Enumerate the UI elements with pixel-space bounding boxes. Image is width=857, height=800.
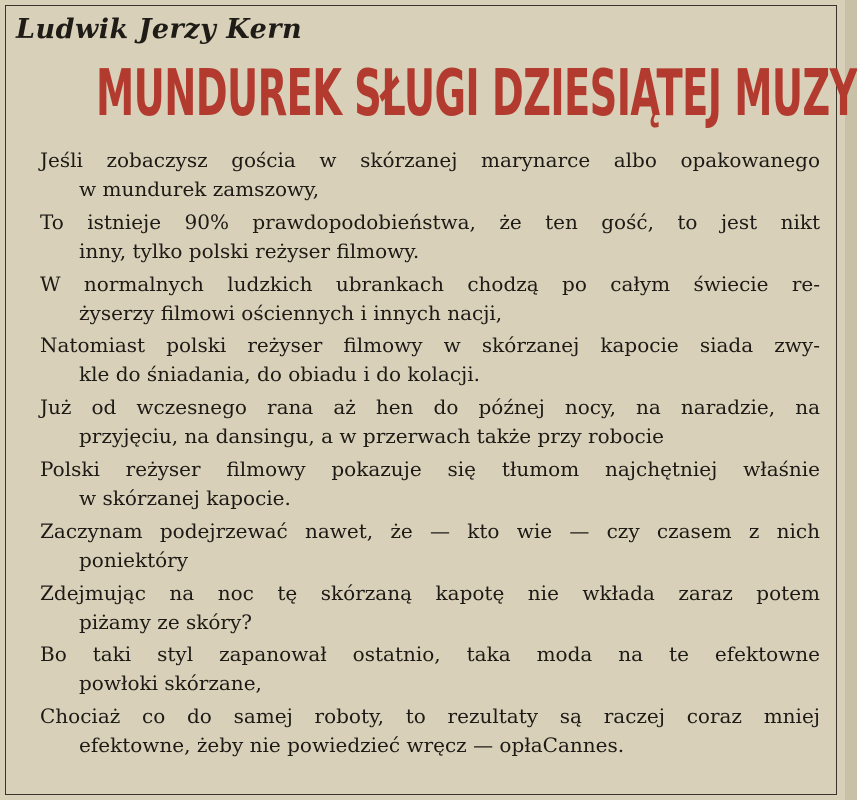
stanza-continuation: powłoki skórzane, [79, 671, 262, 696]
stanza [40, 393, 820, 451]
stanza-continuation: poniektóry [79, 547, 189, 572]
author-name: Ludwik Jerzy Kern [16, 14, 303, 45]
article-title: MUNDUREK SŁUGI DZIESIĄTEJ MUZY [96, 57, 857, 131]
stanza-continuation: efektowne, żeby nie powiedzieć wręcz — opłaCannes. [79, 733, 625, 758]
stanza [40, 270, 820, 328]
stanza-line: Bo taki styl zapanował ostatnio, taka moda na te efektowne [40, 642, 820, 667]
stanza [40, 640, 820, 698]
stanza-continuation: przyjęciu, na dansingu, a w przerwach także przy robocie [79, 424, 664, 449]
stanza [40, 146, 820, 204]
stanza-continuation: piżamy ze skóry? [79, 609, 253, 634]
stanza [40, 517, 820, 575]
stanza-line: To istnieje 90% prawdopodobieństwa, że ten gość, to jest nikt [40, 209, 820, 234]
stanza-continuation: w skórzanej kapocie. [79, 485, 291, 510]
stanza-line: Polski reżyser filmowy pokazuje się tłumom najchętniej właśnie [40, 456, 820, 481]
stanza-line: Chociaż co do samej roboty, to rezultaty są raczej coraz mniej [40, 704, 820, 729]
stanza [40, 579, 820, 637]
stanza [40, 331, 820, 389]
stanza [40, 455, 820, 513]
stanza-line: Zaczynam podejrzewać nawet, że — kto wie — czy czasem z nich [40, 518, 820, 543]
stanza-line: Zdejmując na noc tę skórzaną kapotę nie wkłada zaraz potem [40, 580, 820, 605]
stanza-line: W normalnych ludzkich ubrankach chodzą po całym świecie re- [40, 271, 820, 296]
stanza-line: Już od wczesnego rana aż hen do późnej nocy, na naradzie, na [40, 395, 820, 420]
stanza-continuation: inny, tylko polski reżyser filmowy. [79, 238, 420, 263]
stanza-line: Jeśli zobaczysz gościa w skórzanej marynarce albo opakowanego [40, 148, 820, 172]
stanza-continuation: żyserzy filmowi ościennych i innych nacji, [79, 300, 503, 325]
stanza-continuation: w mundurek zamszowy, [79, 177, 320, 201]
stanza [40, 702, 820, 760]
stanza-line: Natomiast polski reżyser filmowy w skórzanej kapocie siada zwy- [40, 333, 820, 358]
poem-body [40, 146, 820, 764]
stanza [40, 208, 820, 266]
stanza-continuation: kle do śniadania, do obiadu i do kolacji. [79, 362, 481, 387]
